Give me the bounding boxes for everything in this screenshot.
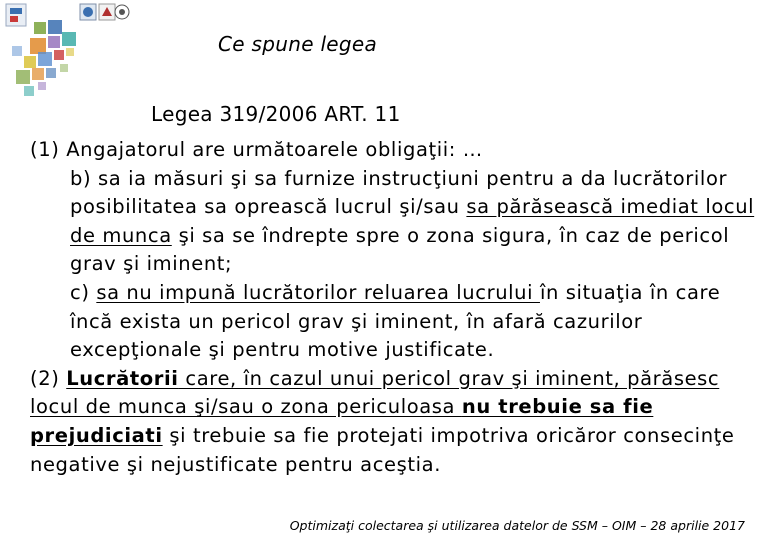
logo-graphic [4,2,154,112]
paragraph-b-underlined: sa părăsească imediat locul de munca [70,195,755,247]
paragraph-c [30,279,760,365]
paragraph-2-prefix: (2) [30,366,67,390]
paragraph-b-text: b) sa ia măsuri şi sa furnize instrucţiuni pentru a da lucrătorilor posibilitatea sa oprească lucrul şi/sau [70,166,728,219]
paragraph-1-text: (1) Angajatorul are următoarele obligaţii: … [30,138,483,161]
paragraph-1 [30,136,760,165]
logo-collage-icon [4,2,154,112]
paragraph-2-suffix: şi trebuie sa fie protejati impotriva oricăror consecinţe negative şi nejustificate pentru aceştia. [30,423,735,476]
paragraph-2-bold-underlined-2: nu trebuie sa fie prejudiciati [30,395,654,447]
page-title: Ce spune legea [218,32,378,56]
paragraph-c-underlined: sa nu impună lucrătorilor reluarea lucrului [96,280,540,304]
paragraph-2-underlined: care, în cazul unui pericol grav şi iminent, părăsesc locul de munca şi/sau o zona periculoasa [30,366,720,419]
paragraph-c-text: în situaţia în care încă exista un pericol grav şi iminent, în afară cazurilor excepţionale şi pentru motive justificate. [70,280,721,362]
paragraph-b-suffix: şi sa se îndrepte spre o zona sigura, în caz de pericol grav şi iminent; [70,223,730,276]
law-reference: Legea 319/2006 ART. 11 [151,102,401,126]
law-text [30,136,760,479]
paragraph-b [30,165,760,279]
paragraph-c-prefix: c) [70,280,97,304]
footer-caption: Optimizaţi colectarea şi utilizarea datelor de SSM – OIM – 28 aprilie 2017 [289,518,745,533]
paragraph-2-bold-underlined: Lucrătorii [66,366,179,390]
paragraph-2 [30,365,760,479]
